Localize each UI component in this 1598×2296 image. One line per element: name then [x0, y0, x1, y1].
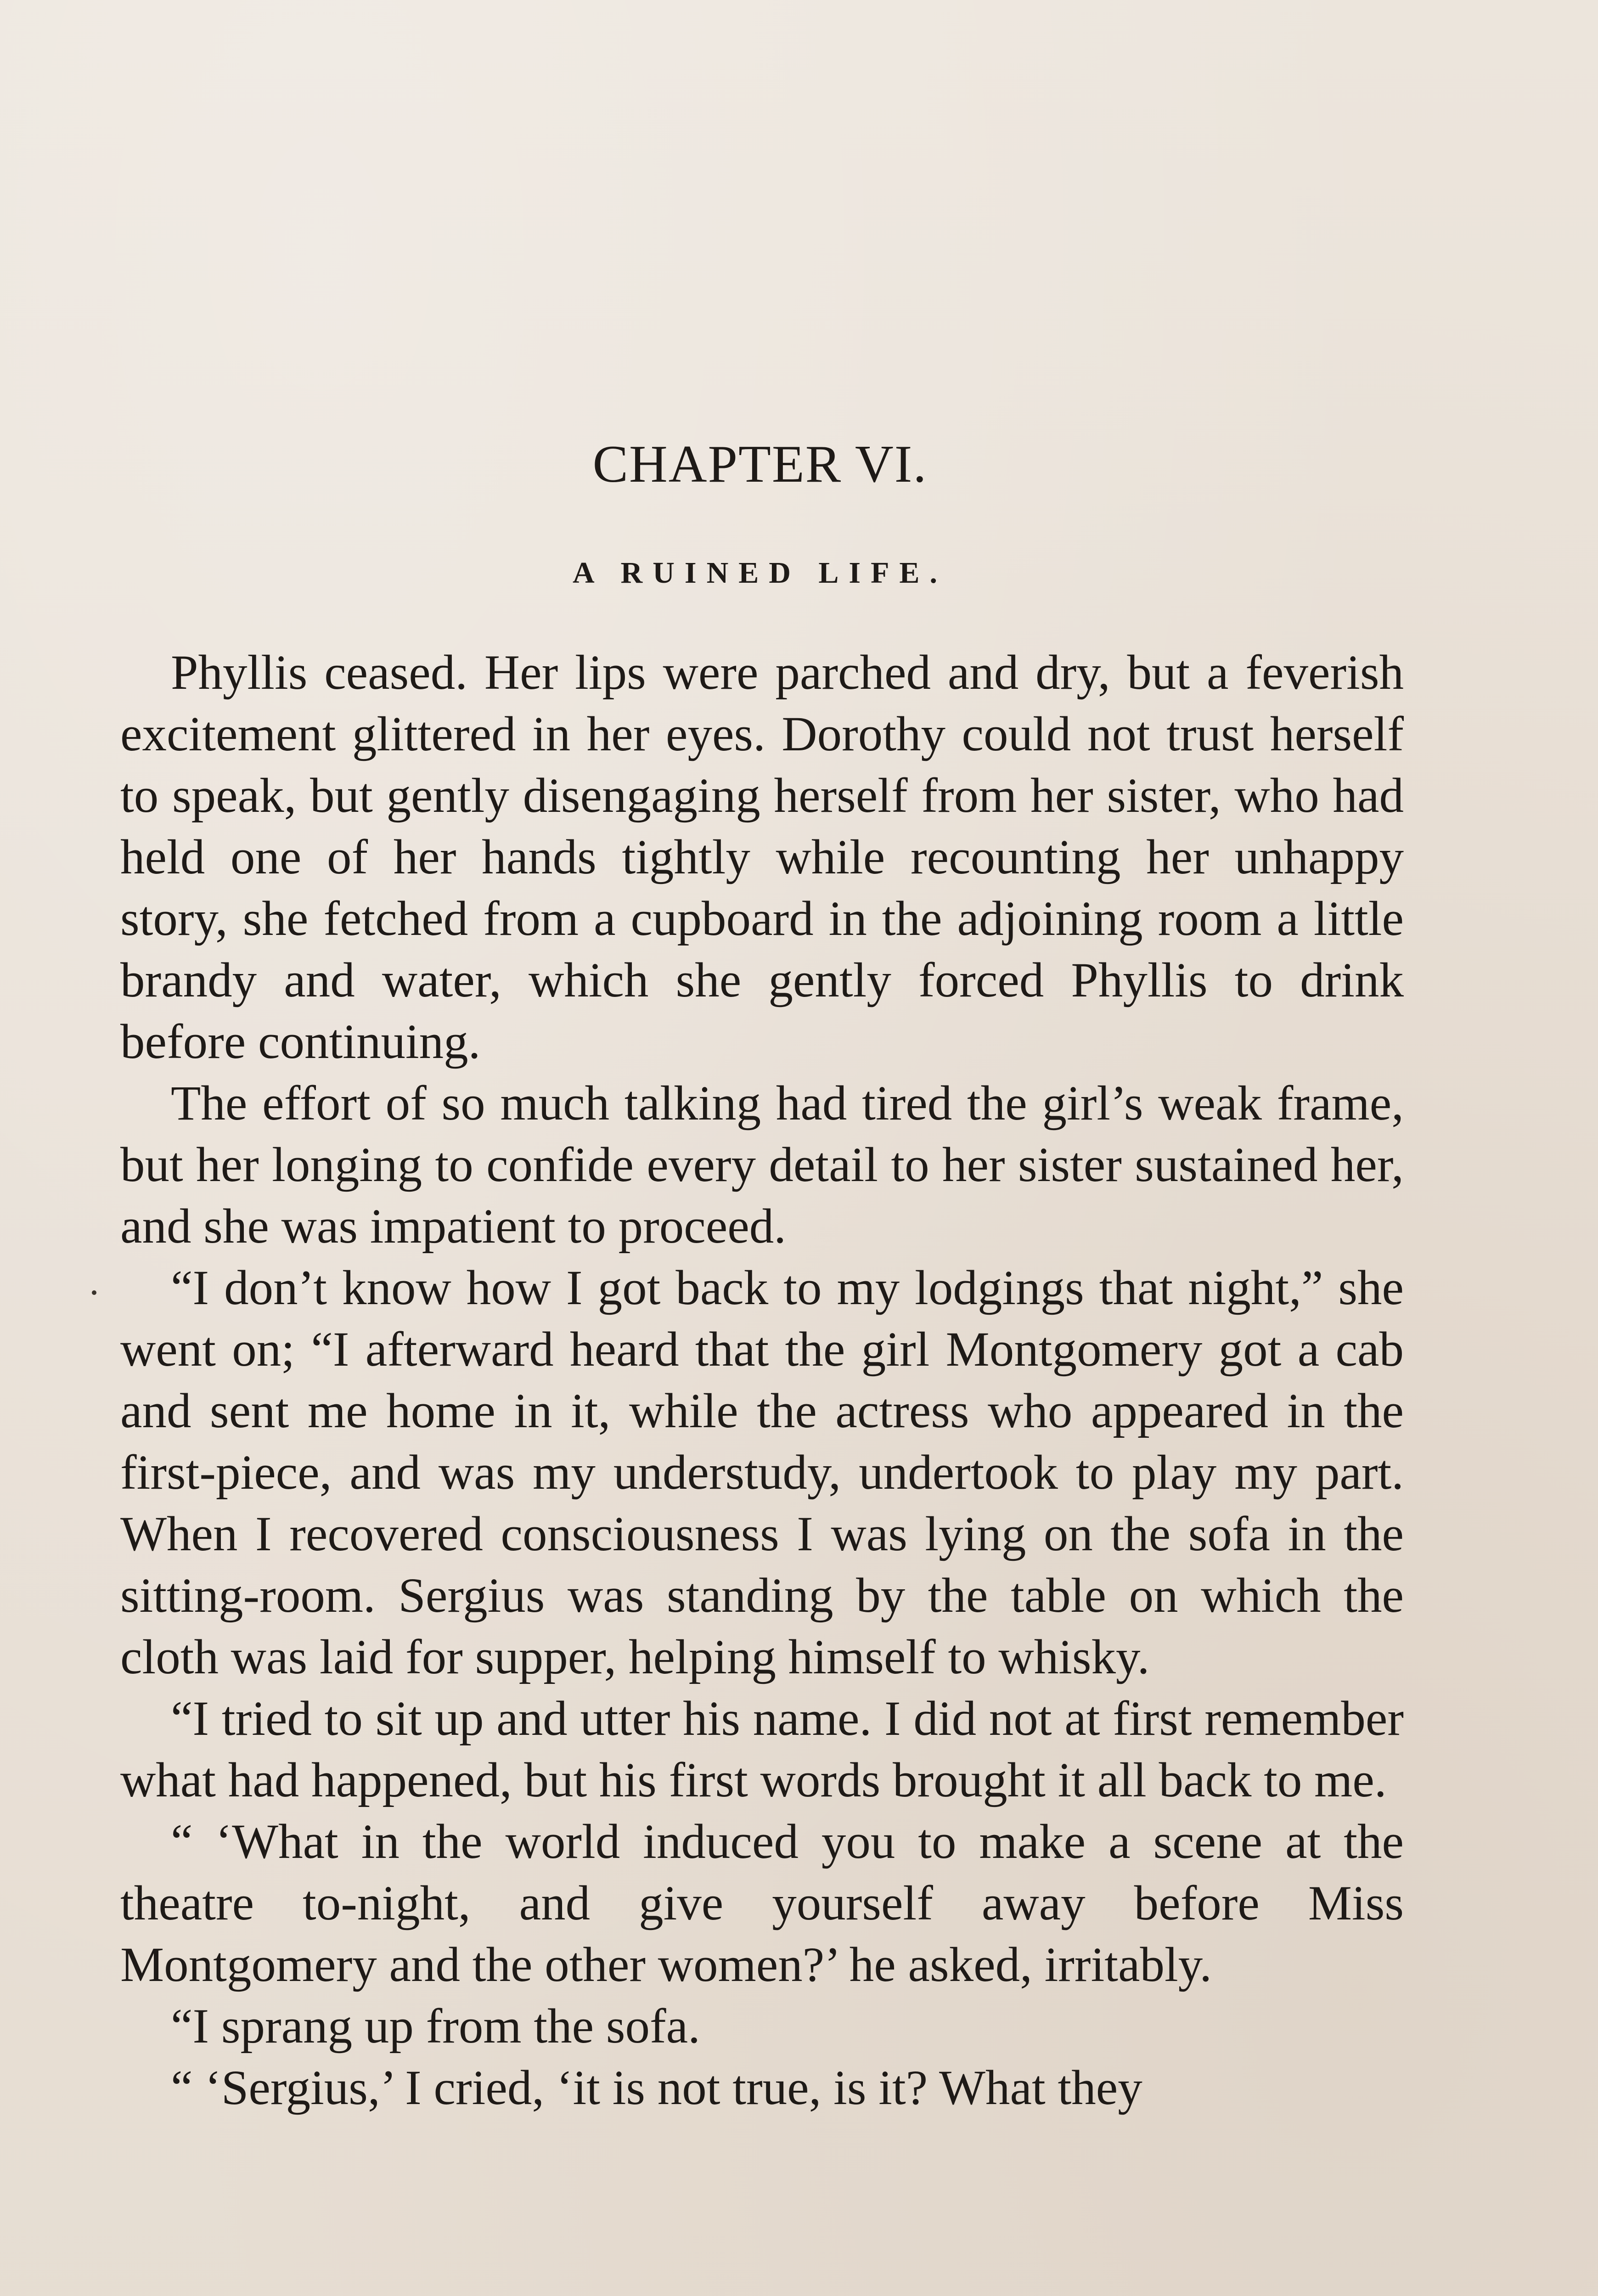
chapter-subtitle: A RUINED LIFE. — [573, 556, 947, 590]
paragraph: “I don’t know how I got back to my lodgings that night,” she went on; “I afterward heard that the girl Montgomery got a cab and sent me home in it, while the actress who appeared in the first-piece, and was my understudy, undertook to play my part. When I recovered consciousness I was lying on the sofa in the sitting-room. Sergius was standing by the table on which the cloth was laid for supper, helping himself to whisky. — [120, 1261, 1404, 1684]
margin-speck — [92, 1290, 96, 1295]
paragraph: “I tried to sit up and utter his name. I did not at first remember what had happened, but his first words brought it all back to me. — [120, 1692, 1404, 1807]
body-text — [120, 642, 1404, 2119]
paragraph: Phyllis ceased. Her lips were parched and dry, but a feverish excitement glittered in her eyes. Dorothy could not trust herself to speak, but gently disengaging herself from her sister, who had held one of her hands tightly while recounting her unhappy story, she fetched from a cupboard in the adjoining room a little brandy and water, which she gently forced Phyllis to drink before continuing. — [120, 646, 1404, 1069]
paragraph: “ ‘What in the world induced you to make a scene at the theatre to-night, and give yourself away before Miss Montgomery and the other women?’ he asked, irritably. — [120, 1815, 1404, 1992]
paragraph: “ ‘Sergius,’ I cried, ‘it is not true, is it? What they — [171, 2061, 1142, 2115]
paragraph: “I sprang up from the sofa. — [171, 1999, 700, 2054]
paragraph: The effort of so much talking had tired the girl’s weak frame, but her longing to confide every detail to her sister sustained her, and she was impatient to proceed. — [120, 1076, 1404, 1254]
chapter-heading: CHAPTER VI. — [592, 435, 928, 494]
